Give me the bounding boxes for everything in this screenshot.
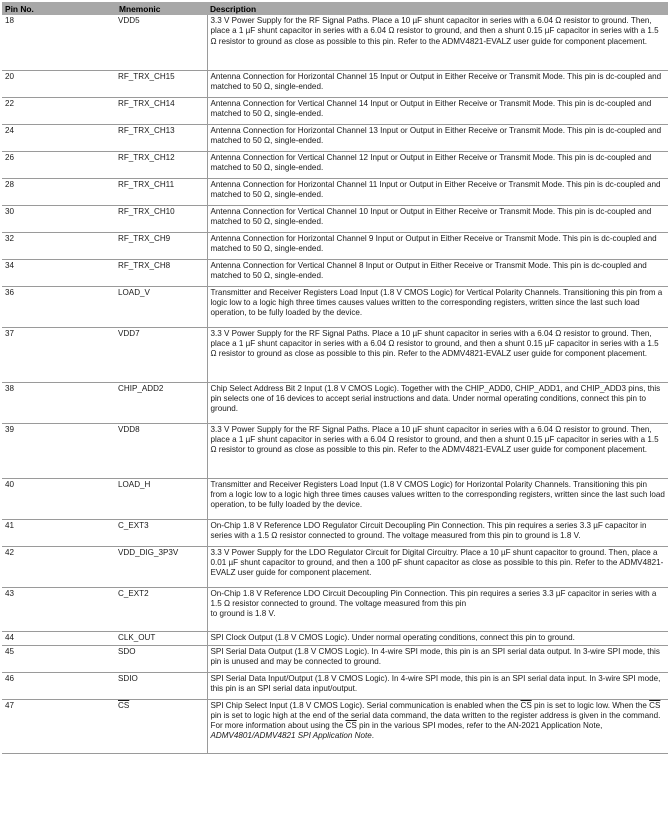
pin-number: 41: [2, 519, 116, 546]
table-row: [2, 546, 668, 587]
pin-mnemonic: RF_TRX_CH10: [116, 205, 207, 232]
desc-part-c: pin is set to logic high at the end of the serial data command, the data written to the register address is given in the command. For more information about using the: [210, 710, 661, 731]
cs-overbar-text: $\overline{CS}$: [649, 700, 661, 710]
table-row: [2, 286, 668, 327]
pin-description: SPI Serial Data Output (1.8 V CMOS Logic). In 4-wire SPI mode, this pin is an SPI serial data output. In 3-wire SPI mode, this pin is unused and may be connected to ground.: [207, 645, 668, 672]
header-description: Description: [207, 2, 668, 15]
pin-description: Transmitter and Receiver Registers Load Input (1.8 V CMOS Logic) for Horizontal Polarity Channels. Transitioning this pin from a logic low to a logic high three times causes values written to the corresponding registers, written since the last such load operation, to be fully loaded by the device.: [207, 478, 668, 519]
pin-number: 40: [2, 478, 116, 519]
pin-description: Antenna Connection for Horizontal Channel 9 Input or Output in Either Receive or Transmit Mode. This pin is dc-coupled and matched to 50 Ω, single-ended.: [207, 232, 668, 259]
pin-number: 34: [2, 259, 116, 286]
description-continuation: to ground is 1.8 V.: [210, 609, 276, 619]
desc-part-a: SPI Chip Select Input (1.8 V CMOS Logic). Serial communication is enabled when the: [210, 700, 521, 710]
pin-mnemonic: [116, 699, 207, 753]
pin-mnemonic: CLK_OUT: [116, 631, 207, 645]
pin-mnemonic: LOAD_H: [116, 478, 207, 519]
table-row: [2, 645, 668, 672]
table-row: [2, 15, 668, 70]
pin-number: 32: [2, 232, 116, 259]
pin-number: 45: [2, 645, 116, 672]
pin-mnemonic: RF_TRX_CH15: [116, 70, 207, 97]
table-row: [2, 423, 668, 478]
pin-description: Antenna Connection for Vertical Channel 14 Input or Output in Either Receive or Transmit Mode. This pin is dc-coupled and matched to 50 Ω, single-ended.: [207, 97, 668, 124]
pin-description: 3.3 V Power Supply for the RF Signal Paths. Place a 10 µF shunt capacitor in series with a 6.04 Ω resistor to ground. Then, place a 1 µF shunt capacitor in series with a 6.04 Ω resistor to ground, and then a shunt 0.15 µF capacitor in series with a 1.5 Ω resistor to ground as close as possible to this pin. Refer to the ADMV4821-EVALZ user guide for component placement.: [207, 15, 668, 70]
pin-number: 38: [2, 382, 116, 423]
pin-description: SPI Clock Output (1.8 V CMOS Logic). Under normal operating conditions, connect this pin to ground.: [207, 631, 668, 645]
pin-description: Antenna Connection for Horizontal Channel 11 Input or Output in Either Receive or Transmit Mode. This pin is dc-coupled and matched to 50 Ω, single-ended.: [207, 178, 668, 205]
pin-number: 24: [2, 124, 116, 151]
pin-mnemonic: RF_TRX_CH14: [116, 97, 207, 124]
desc-part-e: .: [371, 731, 374, 741]
pin-description: Antenna Connection for Vertical Channel 10 Input or Output in Either Receive or Transmit Mode. This pin is dc-coupled and matched to 50 Ω, single-ended.: [207, 205, 668, 232]
table-row: [2, 699, 668, 753]
table-row: [2, 672, 668, 699]
pin-mnemonic: RF_TRX_CH12: [116, 151, 207, 178]
table-row: [2, 478, 668, 519]
pin-description: On-Chip 1.8 V Reference LDO Regulator Circuit Decoupling Pin Connection. This pin requires a series 3.3 µF capacitor in series with a 1.5 Ω resistor connected to ground. The voltage measured from this pin to ground is 1.8 V.: [207, 519, 668, 546]
pin-mnemonic: C_EXT2: [116, 587, 207, 631]
table-row: [2, 124, 668, 151]
table-row: [2, 259, 668, 286]
pin-mnemonic: SDO: [116, 645, 207, 672]
cs-overbar-mnemonic: $\overline{CS}$: [118, 700, 130, 710]
pin-number: 26: [2, 151, 116, 178]
table-row: [2, 97, 668, 124]
pin-mnemonic: VDD8: [116, 423, 207, 478]
table-row: [2, 382, 668, 423]
table-row: [2, 151, 668, 178]
description-text: On-Chip 1.8 V Reference LDO Circuit Decoupling Pin Connection. This pin requires a series 3.3 µF capacitor in series with a 1.5 Ω resistor connected to ground. The voltage measured from this pin: [210, 588, 657, 608]
pin-mnemonic: RF_TRX_CH9: [116, 232, 207, 259]
header-mnemonic: Mnemonic: [116, 2, 207, 15]
pin-description: [207, 587, 668, 631]
pin-number: 30: [2, 205, 116, 232]
pin-number: 39: [2, 423, 116, 478]
desc-part-b: pin is set to logic low. When the: [531, 700, 650, 710]
pin-mnemonic: VDD_DIG_3P3V: [116, 546, 207, 587]
table-row: [2, 70, 668, 97]
pin-description: SPI Serial Data Input/Output (1.8 V CMOS Logic). In 4-wire SPI mode, this pin is an SPI serial data input. In 3-wire SPI mode, this pin is an SPI serial data input/output.: [207, 672, 668, 699]
cs-overbar-text: $\overline{CS}$: [345, 721, 357, 731]
pin-mnemonic: LOAD_V: [116, 286, 207, 327]
header-pin-no: Pin No.: [2, 2, 116, 15]
pin-description: Antenna Connection for Vertical Channel 12 Input or Output in Either Receive or Transmit Mode. This pin is dc-coupled and matched to 50 Ω, single-ended.: [207, 151, 668, 178]
table-header-row: [2, 2, 668, 15]
pin-number: 28: [2, 178, 116, 205]
pin-mnemonic: VDD5: [116, 15, 207, 70]
pin-number: 22: [2, 97, 116, 124]
pin-description: Antenna Connection for Horizontal Channel 15 Input or Output in Either Receive or Transmit Mode. This pin is dc-coupled and matched to 50 Ω, single-ended.: [207, 70, 668, 97]
pin-number: 43: [2, 587, 116, 631]
pin-function-table: [2, 2, 668, 754]
pin-description: [207, 699, 668, 753]
pin-mnemonic: C_EXT3: [116, 519, 207, 546]
pin-description: 3.3 V Power Supply for the LDO Regulator Circuit for Digital Circuitry. Place a 10 µF shunt capacitor to ground. Then, place a 0.01 µF shunt capacitor to ground, and then a 100 pF shunt capacitor as close as possible to this pin. Refer to the ADMV4821-EVALZ user guide for component placement.: [207, 546, 668, 587]
pin-number: 18: [2, 15, 116, 70]
table-row: [2, 519, 668, 546]
application-note-title: ADMV4801/ADMV4821 SPI Application Note: [210, 731, 372, 741]
table-row: [2, 631, 668, 645]
pin-mnemonic: SDIO: [116, 672, 207, 699]
table-row: [2, 178, 668, 205]
desc-part-d: pin in the various SPI modes, refer to the AN-2021 Application Note,: [356, 721, 603, 731]
pin-number: 37: [2, 327, 116, 382]
table-row: [2, 205, 668, 232]
cs-overbar-text: $\overline{CS}$: [520, 700, 532, 710]
pin-description: 3.3 V Power Supply for the RF Signal Paths. Place a 10 µF shunt capacitor in series with a 6.04 Ω resistor to ground. Then, place a 1 µF shunt capacitor in series with a 6.04 Ω resistor to ground, and then a shunt 0.15 µF capacitor in series with a 1.5 Ω resistor to ground as close as possible to this pin. Refer to the ADMV4821-EVALZ user guide for component placement.: [207, 327, 668, 382]
pin-description: Transmitter and Receiver Registers Load Input (1.8 V CMOS Logic) for Vertical Polarity Channels. Transitioning this pin from a logic low to a logic high three times causes values written to the corresponding registers, written since the last such load operation, to be fully loaded by the device.: [207, 286, 668, 327]
table-row: [2, 232, 668, 259]
pin-description: 3.3 V Power Supply for the RF Signal Paths. Place a 10 µF shunt capacitor in series with a 6.04 Ω resistor to ground. Then, place a 1 µF shunt capacitor in series with a 6.04 Ω resistor to ground, and then a shunt 0.15 µF capacitor in series with a 1.5 Ω resistor to ground as close as possible to this pin. Refer to the ADMV4821-EVALZ user guide for component placement.: [207, 423, 668, 478]
pin-description: Chip Select Address Bit 2 Input (1.8 V CMOS Logic). Together with the CHIP_ADD0, CHIP_ADD1, and CHIP_ADD3 pins, this pin selects one of 16 devices to accept serial instructions and data. Under normal operating conditions, connect this pin to ground.: [207, 382, 668, 423]
pin-mnemonic: VDD7: [116, 327, 207, 382]
pin-number: 20: [2, 70, 116, 97]
pin-mnemonic: CHIP_ADD2: [116, 382, 207, 423]
table-row: [2, 327, 668, 382]
pin-number: 36: [2, 286, 116, 327]
table-row: [2, 587, 668, 631]
pin-description: Antenna Connection for Vertical Channel 8 Input or Output in Either Receive or Transmit Mode. This pin is dc-coupled and matched to 50 Ω, single-ended.: [207, 259, 668, 286]
pin-description: Antenna Connection for Horizontal Channel 13 Input or Output in Either Receive or Transmit Mode. This pin is dc-coupled and matched to 50 Ω, single-ended.: [207, 124, 668, 151]
pin-mnemonic: RF_TRX_CH8: [116, 259, 207, 286]
pin-number: 42: [2, 546, 116, 587]
pin-number: 44: [2, 631, 116, 645]
pin-mnemonic: RF_TRX_CH11: [116, 178, 207, 205]
pin-number: 46: [2, 672, 116, 699]
pin-mnemonic: RF_TRX_CH13: [116, 124, 207, 151]
pin-number: 47: [2, 699, 116, 753]
